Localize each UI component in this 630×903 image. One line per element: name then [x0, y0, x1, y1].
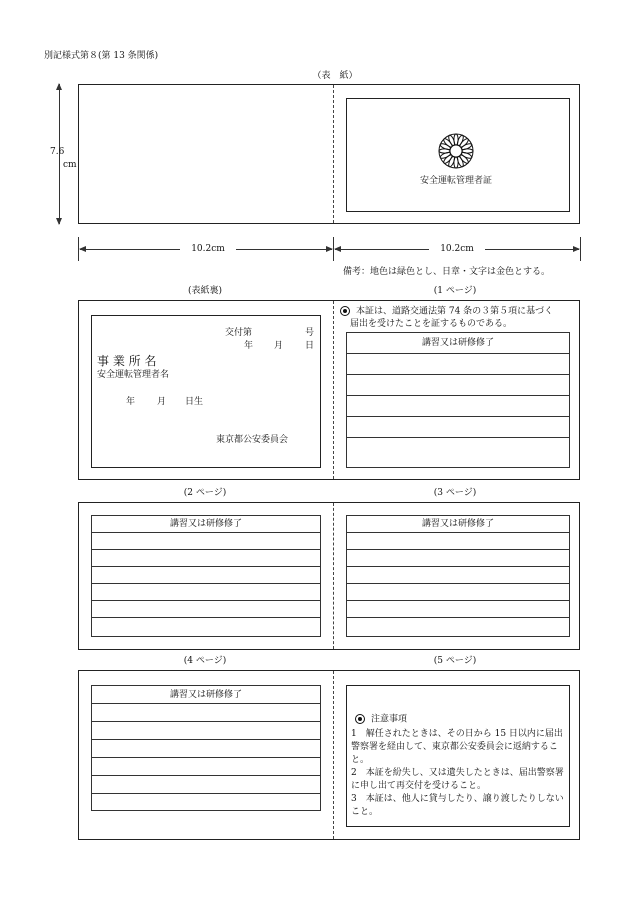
- table-row: [347, 354, 569, 375]
- table-row: [92, 550, 320, 567]
- table-row: [347, 584, 569, 601]
- width-arrow-left-b: [236, 249, 332, 250]
- table-row: [92, 533, 320, 550]
- table-header: 講習又は研修修了: [347, 516, 569, 533]
- notes-list: [351, 728, 565, 819]
- spread-3-fold-line: [333, 671, 334, 839]
- page-1-training-table: [346, 332, 570, 468]
- page-4-training-table: [91, 685, 321, 811]
- width-arrow-right-a: [335, 249, 429, 250]
- cover-label: （表 紙）: [312, 71, 358, 81]
- table-row: [92, 567, 320, 584]
- table-row: [92, 722, 320, 740]
- table-row: [347, 396, 569, 417]
- birth-year: 年: [126, 397, 136, 407]
- table-row: [347, 417, 569, 438]
- certify-text-1: 本証は、道路交通法第 74 条の３第５項に基づく: [356, 306, 554, 317]
- table-row: [92, 601, 320, 618]
- spread-1-fold-line: [333, 301, 334, 479]
- table-row: [347, 567, 569, 584]
- issue-number-prefix: 交付第: [225, 328, 253, 338]
- width-arrow-right-b: [485, 249, 579, 250]
- height-label-number: 7.6: [50, 147, 65, 157]
- table-row: [92, 776, 320, 794]
- chrysanthemum-crest-icon: [434, 129, 478, 173]
- width-label-right: 10.2cm: [440, 244, 474, 254]
- note-item-1: 1 解任されたときは、その日から 15 日以内に届出警察署を経由して、東京都公安委員会に返納すること。: [351, 729, 563, 765]
- cover-fold-line: [333, 85, 334, 223]
- page-4-label: (4 ページ): [183, 656, 227, 666]
- bullet-icon: [340, 306, 350, 316]
- height-label-unit: cm: [63, 160, 77, 170]
- birth-month: 月: [157, 397, 167, 407]
- table-row: [92, 740, 320, 758]
- page-2-training-table: [91, 515, 321, 637]
- table-row: [92, 794, 320, 812]
- inside-cover-panel: [91, 315, 321, 468]
- table-row: [347, 601, 569, 618]
- table-header: 講習又は研修修了: [92, 686, 320, 704]
- issue-number-suffix: 号: [305, 328, 315, 338]
- page-3-label: (3 ページ): [433, 488, 477, 498]
- dim-tick-right: [580, 237, 581, 261]
- inside-cover-label: (表紙裏): [187, 286, 223, 296]
- table-row: [347, 375, 569, 396]
- table-row: [347, 533, 569, 550]
- table-row: [92, 758, 320, 776]
- width-label-left: 10.2cm: [191, 244, 225, 254]
- note-item-2: 2 本証を紛失し、又は遺失したときは、届出警察署に申し出て再交付を受けること。: [351, 768, 564, 791]
- certify-line-1: [340, 306, 553, 317]
- table-row: [347, 618, 569, 635]
- issue-date-year: 年: [244, 341, 254, 351]
- issue-date-day: 日: [305, 341, 315, 351]
- birth-day: 日生: [185, 397, 204, 407]
- page-2-label: (2 ページ): [183, 488, 227, 498]
- note-item-3: 3 本証は、他人に貸与したり、譲り渡したりしないこと。: [351, 794, 564, 817]
- page-3-training-table: [346, 515, 570, 637]
- bullet-icon: [355, 714, 365, 724]
- notes-title: 注意事項: [371, 714, 408, 725]
- form-reference: 別記様式第８(第 13 条関係): [44, 51, 159, 61]
- width-arrow-left-a: [80, 249, 180, 250]
- table-row: [92, 618, 320, 635]
- spread-2-fold-line: [333, 503, 334, 649]
- certify-line-2: 届出を受けたことを証するものである。: [350, 319, 513, 329]
- issue-date-month: 月: [274, 341, 284, 351]
- issuer-name: 東京都公安委員会: [216, 435, 289, 445]
- page-1-label: (1 ページ): [433, 286, 477, 296]
- table-header: 講習又は研修修了: [347, 333, 569, 354]
- manager-name-label: 安全運転管理者名: [97, 370, 170, 380]
- table-header: 講習又は研修修了: [92, 516, 320, 533]
- notes-title-line: [355, 714, 407, 725]
- table-row: [347, 438, 569, 459]
- page-5-label: (5 ページ): [433, 656, 477, 666]
- table-row: [92, 704, 320, 722]
- table-row: [92, 584, 320, 601]
- office-name-label: 事 業 所 名: [97, 354, 157, 368]
- cover-note: 備考：地色は緑色とし、日章・文字は金色とする。: [343, 267, 551, 277]
- cover-title: 安全運転管理者証: [419, 176, 492, 186]
- table-row: [347, 550, 569, 567]
